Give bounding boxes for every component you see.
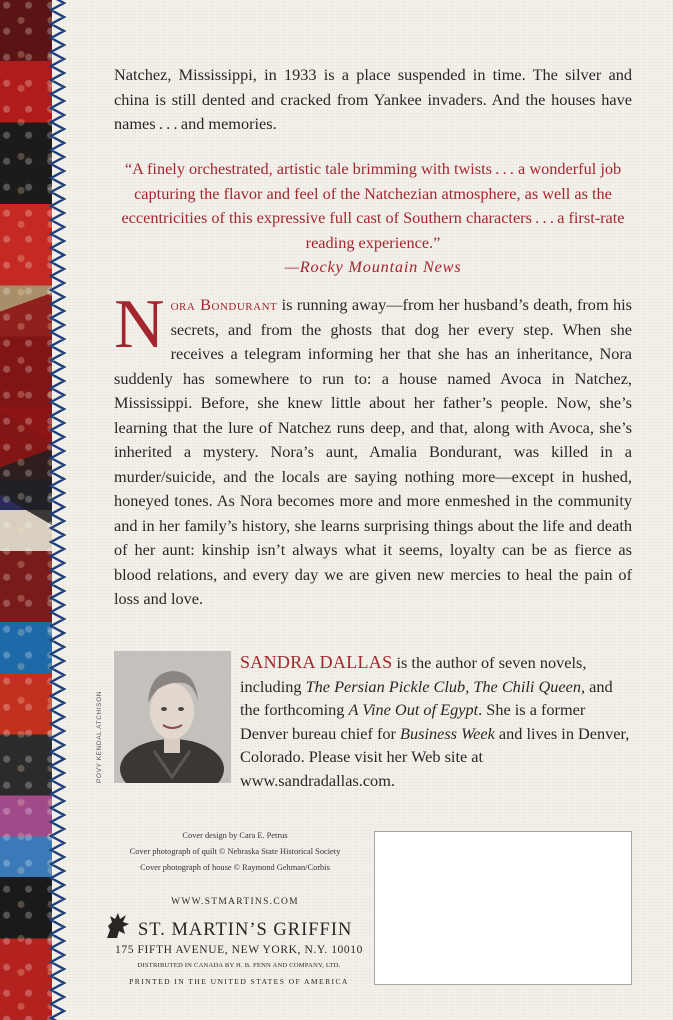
cover-credits — [100, 828, 370, 876]
review-source: —Rocky Mountain News — [284, 257, 462, 276]
author-bio-text-2: and the forthcoming — [240, 676, 613, 719]
publisher-address: 175 FIFTH AVENUE, NEW YORK, N.Y. 10010 — [115, 944, 363, 956]
intro-paragraph: Natchez, Mississippi, in 1933 is a place suspended in time. The silver and china is still dented and cracked from Yankee invaders. And the houses have names . . . and memories. — [114, 65, 632, 133]
review-blurb — [114, 157, 632, 280]
author-bio-text-4: and lives in Denver, Colorado. Please visit her Web site at www.sandradallas.com. — [240, 723, 630, 790]
author-bio-text-3: . She is a former Denver bureau chief for — [240, 700, 586, 743]
author-bio-text-1: is the author of seven novels, including — [240, 653, 587, 696]
synopsis-body: is running away—from her husband’s death, from his secrets, and from the ghosts that dog her every step. When she receives a telegram informing her that she has an inheritance, Nora suddenly has somewhere to run to: a house named Avoca in Natchez, Mississippi. Before, she knew little about her father’s people. Now, she’s learning that the lure of Natchez runs deep, and that, along with Avoca, she’s inherited a mystery. Nora’s aunt, Amalia Bondurant, was killed in a murder/suicide, and the locals are saying nothing more—except in hushed, honeyed tones. As Nora becomes more and more enmeshed in the community and in her family’s history, she learns surprising things about the life and death of her aunt: kinship isn’t always what it seems, loyalty can be as fierce as blood relations, and every day we are given new mercies to heal the pain of loss and love. — [114, 295, 632, 608]
publisher-website: WWW.STMARTINS.COM — [171, 897, 299, 907]
credit-quilt-photo: Cover photograph of quilt © Nebraska State Historical Society — [129, 847, 341, 856]
synopsis-paragraph — [114, 286, 632, 612]
zigzag-stitch-border — [48, 0, 68, 1020]
magazine-title: Business Week — [400, 723, 495, 743]
drop-cap: N — [114, 286, 165, 363]
printed-in: PRINTED IN THE UNITED STATES OF AMERICA — [129, 977, 349, 986]
publisher-distribution: DISTRIBUTED IN CANADA BY H. B. FENN AND COMPANY, LTD. — [137, 962, 341, 969]
quilt-border-image — [0, 0, 52, 1020]
book-title-1: The Persian Pickle Club, The Chili Queen, — [305, 676, 586, 696]
author-name: SANDRA DALLAS — [240, 652, 393, 672]
author-photo — [114, 651, 231, 783]
photo-credit: POVY KENDAL ATCHISON — [96, 690, 103, 783]
griffin-logo-icon — [104, 910, 132, 940]
synopsis-lead: ora Bondurant — [170, 295, 278, 314]
credit-design: Cover design by Cara E. Petrus — [182, 831, 288, 840]
barcode-area — [374, 831, 632, 985]
book-title-2: A Vine Out of Egypt — [348, 700, 479, 719]
author-bio — [240, 651, 632, 792]
credit-house-photo: Cover photograph of house © Raymond Gehman/Corbis — [140, 863, 330, 872]
review-quote: “A finely orchestrated, artistic tale brimming with twists . . . a wonderful job capturing the flavor and feel of the Natchezian atmosphere, as well as the eccentricities of this expressive full cast of Southern characters . . . a first-rate reading experience.” — [121, 159, 625, 252]
publisher-name: ST. MARTIN’S GRIFFIN — [138, 920, 353, 940]
